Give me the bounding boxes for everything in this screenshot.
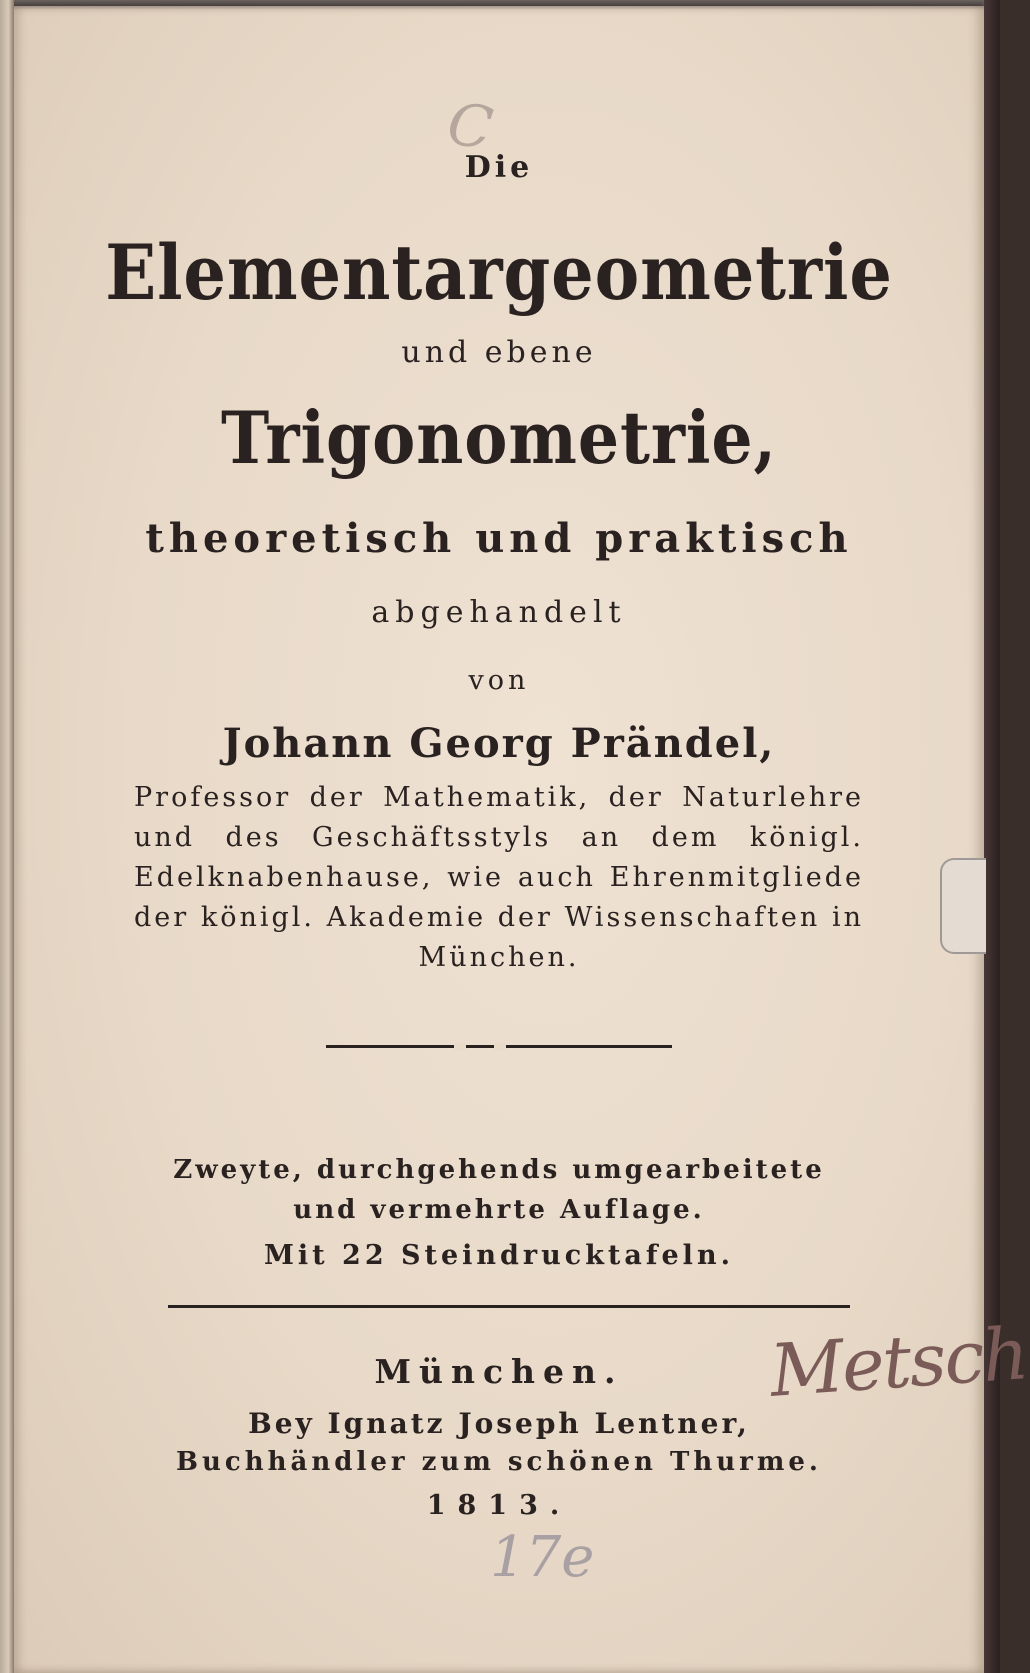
page-top-shadow (14, 0, 984, 10)
pencil-mark: C (443, 89, 497, 163)
imprint-year: 1813. (426, 1490, 572, 1521)
imprint-city: München. (374, 1352, 624, 1391)
author-description: Professor der Mathematik, der Naturlehre und des Geschäftsstyls an dem königl. Edelknabenhause, wie auch Ehrenmitgliede der königl. Akademie der Wissenschaften in München. (134, 782, 864, 973)
plates-note: Mit 22 Steindrucktafeln. (264, 1240, 734, 1271)
handwritten-shelf-number: 17e (490, 1525, 595, 1590)
book-binding (982, 0, 1000, 1673)
ornamental-rule (326, 1045, 672, 1048)
divider-rule (168, 1305, 850, 1308)
bookmark-tab (940, 858, 986, 954)
subtitle-treated: abgehandelt (371, 595, 627, 630)
by-line: von (468, 665, 530, 696)
title-connector: und ebene (401, 335, 597, 370)
title-main: Elementargeometrie (105, 228, 893, 317)
handwritten-signature: Metsch (767, 1311, 1030, 1413)
edition-line-2: und vermehrte Auflage. (293, 1195, 705, 1225)
imprint-publisher: Bey Ignatz Joseph Lentner, (248, 1407, 750, 1440)
title-second: Trigonometrie, (220, 395, 778, 480)
subtitle: theoretisch und praktisch (145, 515, 853, 562)
edition-line-1: Zweyte, durchgehends umgearbeitete (173, 1155, 825, 1185)
book-left-edge (0, 0, 14, 1673)
author-name: Johann Georg Prändel, (222, 720, 776, 767)
title-article: Die (464, 150, 534, 185)
imprint-publisher-address: Buchhändler zum schönen Thurme. (176, 1447, 822, 1477)
